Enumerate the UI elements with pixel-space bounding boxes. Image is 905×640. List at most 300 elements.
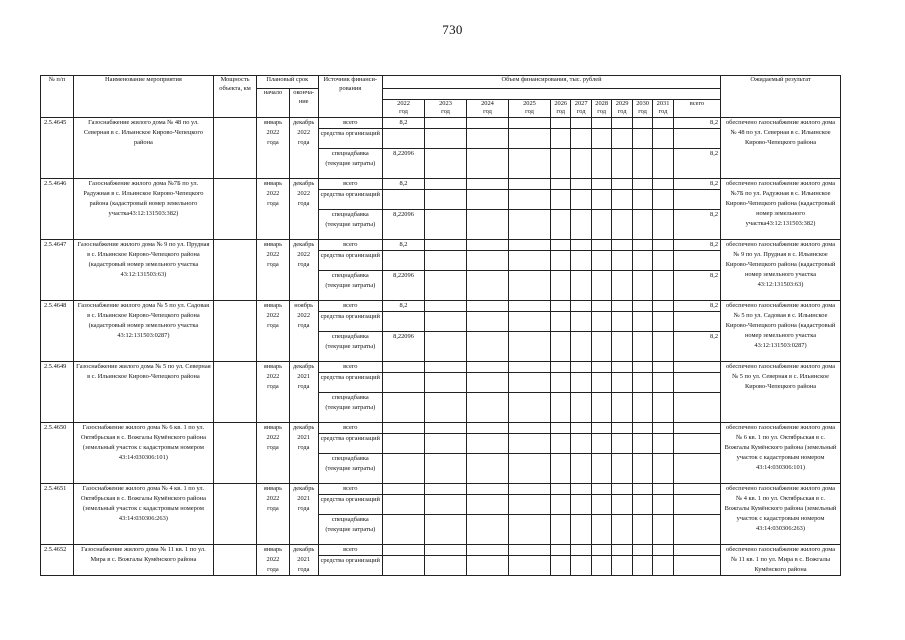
value-2029 xyxy=(612,434,632,454)
value-2030 xyxy=(632,362,652,373)
end-date: декабрь 2021 года xyxy=(289,362,318,423)
value-2026 xyxy=(550,393,570,423)
value-2022 xyxy=(383,362,425,373)
value-2027 xyxy=(571,271,591,301)
value-2029 xyxy=(612,179,632,190)
value-2030 xyxy=(632,190,652,210)
value-2029 xyxy=(612,149,632,179)
value-2025 xyxy=(508,484,550,495)
value-2030 xyxy=(632,210,652,240)
value-2031 xyxy=(653,179,673,190)
value-2027 xyxy=(571,129,591,149)
value-2025 xyxy=(508,495,550,515)
end-date: декабрь 2021 года xyxy=(289,545,318,576)
value-2030 xyxy=(632,556,652,576)
value-2030 xyxy=(632,373,652,393)
value-2029 xyxy=(612,423,632,434)
measure-name: Газоснабжение жилого дома №7Б по ул. Радужная в с. Ильинское Кирово-Чепецкого района (кадастровый номер земельного участка43:12:131503:382) xyxy=(73,179,213,240)
value-2027 xyxy=(571,149,591,179)
value-2025 xyxy=(508,393,550,423)
value-2030 xyxy=(632,515,652,545)
header-volume-spacer xyxy=(383,89,721,100)
value-2022 xyxy=(383,434,425,454)
value-2028 xyxy=(591,190,611,210)
value-2028 xyxy=(591,423,611,434)
value-2022 xyxy=(383,454,425,484)
header-year-2022: 2022 год xyxy=(383,100,425,118)
value-2023 xyxy=(425,179,467,190)
value-2027 xyxy=(571,251,591,271)
value-2026 xyxy=(550,423,570,434)
value-2025 xyxy=(508,515,550,545)
table-row xyxy=(41,484,841,495)
value-total: 8,2 xyxy=(673,301,720,312)
end-date: ноябрь 2022 года xyxy=(289,301,318,362)
value-2023 xyxy=(425,454,467,484)
value-2023 xyxy=(425,251,467,271)
value-2022: 8,2 xyxy=(383,118,425,129)
source-label: всего xyxy=(318,545,383,556)
value-2025 xyxy=(508,190,550,210)
value-2029 xyxy=(612,240,632,251)
value-2028 xyxy=(591,454,611,484)
source-label: средства организаций xyxy=(318,129,383,149)
value-total xyxy=(673,454,720,484)
value-2027 xyxy=(571,210,591,240)
expected-result: обеспечено газоснабжение жилого дома № 48 по ул. Северная в с. Ильинское Кирово-Чепецкого района xyxy=(721,118,841,179)
value-2029 xyxy=(612,495,632,515)
value-2025 xyxy=(508,373,550,393)
power-cell xyxy=(214,179,257,240)
value-2024 xyxy=(467,332,509,362)
value-2028 xyxy=(591,271,611,301)
expected-result: обеспечено газоснабжение жилого дома № 5 по ул. Северная в с. Ильинское Кирово-Чепецкого района xyxy=(721,362,841,423)
value-2023 xyxy=(425,545,467,556)
header-year-2031: 2031 год xyxy=(653,100,673,118)
source-label: всего xyxy=(318,484,383,495)
value-2031 xyxy=(653,210,673,240)
value-total: 8,2 xyxy=(673,179,720,190)
table-row xyxy=(41,301,841,312)
start-date: январь 2022 года xyxy=(257,301,290,362)
value-2030 xyxy=(632,240,652,251)
value-2026 xyxy=(550,515,570,545)
value-2027 xyxy=(571,393,591,423)
value-2024 xyxy=(467,423,509,434)
value-2025 xyxy=(508,179,550,190)
value-2031 xyxy=(653,118,673,129)
value-2031 xyxy=(653,129,673,149)
row-number: 2.5.4651 xyxy=(41,484,74,545)
header-year-2030: 2030 год xyxy=(632,100,652,118)
value-2027 xyxy=(571,301,591,312)
value-2027 xyxy=(571,484,591,495)
value-2031 xyxy=(653,423,673,434)
power-cell xyxy=(214,301,257,362)
header-year-2025: 2025 год xyxy=(508,100,550,118)
header-year-2026: 2026 год xyxy=(550,100,570,118)
value-2029 xyxy=(612,301,632,312)
source-label: спецнадбавка (текущие затраты) xyxy=(318,149,383,179)
value-2027 xyxy=(571,545,591,556)
value-2023 xyxy=(425,556,467,576)
source-label: средства организаций xyxy=(318,434,383,454)
value-total xyxy=(673,434,720,454)
value-2024 xyxy=(467,210,509,240)
power-cell xyxy=(214,423,257,484)
value-total xyxy=(673,393,720,423)
source-label: всего xyxy=(318,423,383,434)
value-2030 xyxy=(632,251,652,271)
value-2023 xyxy=(425,362,467,373)
row-number: 2.5.4647 xyxy=(41,240,74,301)
value-2027 xyxy=(571,454,591,484)
source-label: спецнадбавка (текущие затраты) xyxy=(318,332,383,362)
value-2022 xyxy=(383,515,425,545)
header-volume: Объем финансирования, тыс. рублей xyxy=(383,76,721,89)
value-2028 xyxy=(591,545,611,556)
value-2030 xyxy=(632,179,652,190)
value-2025 xyxy=(508,423,550,434)
value-2028 xyxy=(591,556,611,576)
value-2023 xyxy=(425,515,467,545)
value-2028 xyxy=(591,210,611,240)
table-row xyxy=(41,179,841,190)
value-2028 xyxy=(591,332,611,362)
value-2023 xyxy=(425,434,467,454)
power-cell xyxy=(214,484,257,545)
value-2027 xyxy=(571,515,591,545)
value-2023 xyxy=(425,332,467,362)
financing-table xyxy=(40,75,841,576)
value-2028 xyxy=(591,129,611,149)
value-2029 xyxy=(612,118,632,129)
expected-result: обеспечено газоснабжение жилого дома № 5 по ул. Садовая в с. Ильинское Кирово-Чепецкого района (кадастровый номер земельного участка 43:12:131503:0287) xyxy=(721,301,841,362)
value-2024 xyxy=(467,190,509,210)
value-2023 xyxy=(425,393,467,423)
start-date: январь 2022 года xyxy=(257,545,290,576)
value-2030 xyxy=(632,129,652,149)
value-2023 xyxy=(425,240,467,251)
value-2026 xyxy=(550,454,570,484)
value-2031 xyxy=(653,362,673,373)
value-2027 xyxy=(571,495,591,515)
header-name: Наименование мероприятия xyxy=(73,76,213,118)
value-2027 xyxy=(571,312,591,332)
value-2027 xyxy=(571,118,591,129)
value-2025 xyxy=(508,251,550,271)
value-2026 xyxy=(550,301,570,312)
value-2030 xyxy=(632,149,652,179)
value-total xyxy=(673,190,720,210)
page-number: 730 xyxy=(442,22,463,37)
value-2030 xyxy=(632,118,652,129)
value-2023 xyxy=(425,312,467,332)
value-2031 xyxy=(653,149,673,179)
value-2027 xyxy=(571,556,591,576)
value-2026 xyxy=(550,484,570,495)
value-2025 xyxy=(508,545,550,556)
value-2031 xyxy=(653,454,673,484)
value-2022 xyxy=(383,190,425,210)
value-2022 xyxy=(383,495,425,515)
value-total: 8,2 xyxy=(673,271,720,301)
source-label: всего xyxy=(318,179,383,190)
value-2023 xyxy=(425,149,467,179)
row-number: 2.5.4649 xyxy=(41,362,74,423)
measure-name: Газоснабжение жилого дома № 6 кв. 1 по ул. Октябрьская в с. Вожгалы Кумёнского района (земельный участок с кадастровым номером 43:14:030306:101) xyxy=(73,423,213,484)
value-2026 xyxy=(550,129,570,149)
row-number: 2.5.4646 xyxy=(41,179,74,240)
value-2026 xyxy=(550,434,570,454)
value-2029 xyxy=(612,271,632,301)
value-2028 xyxy=(591,393,611,423)
value-2023 xyxy=(425,129,467,149)
value-total xyxy=(673,129,720,149)
value-2031 xyxy=(653,251,673,271)
value-total xyxy=(673,495,720,515)
value-2026 xyxy=(550,190,570,210)
value-2029 xyxy=(612,332,632,362)
value-2029 xyxy=(612,545,632,556)
value-2024 xyxy=(467,373,509,393)
row-number: 2.5.4648 xyxy=(41,301,74,362)
value-2028 xyxy=(591,362,611,373)
header-end: оконча-ние xyxy=(289,89,318,118)
value-2022: 8,22096 xyxy=(383,210,425,240)
header-year-2028: 2028 год xyxy=(591,100,611,118)
value-2026 xyxy=(550,495,570,515)
table-row xyxy=(41,118,841,129)
value-2025 xyxy=(508,129,550,149)
value-2022 xyxy=(383,373,425,393)
value-2025 xyxy=(508,149,550,179)
value-2025 xyxy=(508,332,550,362)
value-2031 xyxy=(653,434,673,454)
value-total: 8,2 xyxy=(673,240,720,251)
value-2027 xyxy=(571,373,591,393)
value-2028 xyxy=(591,312,611,332)
value-2029 xyxy=(612,373,632,393)
value-2028 xyxy=(591,251,611,271)
value-2029 xyxy=(612,515,632,545)
value-2031 xyxy=(653,312,673,332)
value-2026 xyxy=(550,312,570,332)
power-cell xyxy=(214,545,257,576)
value-2030 xyxy=(632,545,652,556)
value-2027 xyxy=(571,240,591,251)
value-2024 xyxy=(467,454,509,484)
start-date: январь 2022 года xyxy=(257,179,290,240)
value-2025 xyxy=(508,301,550,312)
end-date: декабрь 2022 года xyxy=(289,179,318,240)
value-total: 8,2 xyxy=(673,210,720,240)
value-total: 8,2 xyxy=(673,332,720,362)
value-2031 xyxy=(653,271,673,301)
value-2027 xyxy=(571,190,591,210)
value-2024 xyxy=(467,495,509,515)
power-cell xyxy=(214,362,257,423)
value-2024 xyxy=(467,362,509,373)
measure-name: Газоснабжение жилого дома № 5 по ул. Северная в с. Ильинское Кирово-Чепецкого района xyxy=(73,362,213,423)
value-2023 xyxy=(425,495,467,515)
value-2028 xyxy=(591,240,611,251)
value-2024 xyxy=(467,118,509,129)
value-2022 xyxy=(383,312,425,332)
source-label: спецнадбавка (текущие затраты) xyxy=(318,454,383,484)
source-label: средства организаций xyxy=(318,251,383,271)
source-label: средства организаций xyxy=(318,312,383,332)
value-2026 xyxy=(550,373,570,393)
value-2023 xyxy=(425,484,467,495)
header-year-2027: 2027 год xyxy=(571,100,591,118)
measure-name: Газоснабжение жилого дома № 48 по ул. Северная в с. Ильинское Кирово-Чепецкого района xyxy=(73,118,213,179)
row-number: 2.5.4652 xyxy=(41,545,74,576)
source-label: всего xyxy=(318,240,383,251)
end-date: декабрь 2022 года xyxy=(289,118,318,179)
value-total xyxy=(673,545,720,556)
value-2025 xyxy=(508,312,550,332)
source-label: всего xyxy=(318,362,383,373)
header-year-2024: 2024 год xyxy=(467,100,509,118)
start-date: январь 2022 года xyxy=(257,484,290,545)
value-2023 xyxy=(425,301,467,312)
value-2024 xyxy=(467,545,509,556)
source-label: средства организаций xyxy=(318,556,383,576)
value-2031 xyxy=(653,495,673,515)
header-power: Мощность объекта, км xyxy=(214,76,257,118)
header-source: Источник финанси-рования xyxy=(318,76,383,118)
value-2029 xyxy=(612,484,632,495)
value-2025 xyxy=(508,556,550,576)
value-2025 xyxy=(508,118,550,129)
value-2030 xyxy=(632,454,652,484)
value-2023 xyxy=(425,118,467,129)
value-2023 xyxy=(425,271,467,301)
header-plan: Плановый срок xyxy=(257,76,318,89)
source-label: спецнадбавка (текущие затраты) xyxy=(318,393,383,423)
value-2029 xyxy=(612,393,632,423)
end-date: декабрь 2021 года xyxy=(289,423,318,484)
value-2031 xyxy=(653,373,673,393)
header-year-2029: 2029 год xyxy=(612,100,632,118)
end-date: декабрь 2021 года xyxy=(289,484,318,545)
value-2026 xyxy=(550,556,570,576)
power-cell xyxy=(214,118,257,179)
value-2027 xyxy=(571,332,591,362)
value-2026 xyxy=(550,118,570,129)
value-2026 xyxy=(550,332,570,362)
value-total xyxy=(673,556,720,576)
value-2025 xyxy=(508,240,550,251)
value-2031 xyxy=(653,556,673,576)
value-2023 xyxy=(425,190,467,210)
source-label: всего xyxy=(318,118,383,129)
value-2030 xyxy=(632,434,652,454)
value-2026 xyxy=(550,240,570,251)
value-total xyxy=(673,312,720,332)
expected-result: обеспечено газоснабжение жилого дома № 11 кв. 1 по ул. Мира в с. Вожгалы Кумёнского района xyxy=(721,545,841,576)
header-year-2023: 2023 год xyxy=(425,100,467,118)
expected-result: обеспечено газоснабжение жилого дома №7Б по ул. Радужная в с. Ильинское Кирово-Чепецкого района (кадастровый номер земельного участка43:12:131503:382) xyxy=(721,179,841,240)
start-date: январь 2022 года xyxy=(257,118,290,179)
value-2024 xyxy=(467,393,509,423)
source-label: средства организаций xyxy=(318,190,383,210)
row-number: 2.5.4645 xyxy=(41,118,74,179)
value-2025 xyxy=(508,434,550,454)
source-label: спецнадбавка (текущие затраты) xyxy=(318,271,383,301)
source-label: спецнадбавка (текущие затраты) xyxy=(318,515,383,545)
value-2025 xyxy=(508,454,550,484)
value-total xyxy=(673,484,720,495)
start-date: январь 2022 года xyxy=(257,362,290,423)
value-2028 xyxy=(591,373,611,393)
value-2022: 8,22096 xyxy=(383,271,425,301)
value-2028 xyxy=(591,149,611,179)
value-2030 xyxy=(632,332,652,362)
value-2022 xyxy=(383,129,425,149)
value-2027 xyxy=(571,434,591,454)
value-2024 xyxy=(467,556,509,576)
measure-name: Газоснабжение жилого дома № 4 кв. 1 по ул. Октябрьская в с. Вожгалы Кумёнского района (земельный участок с кадастровым номером 43:14:030306:263) xyxy=(73,484,213,545)
value-2030 xyxy=(632,312,652,332)
value-2023 xyxy=(425,373,467,393)
value-2029 xyxy=(612,210,632,240)
value-total: 8,2 xyxy=(673,118,720,129)
value-2027 xyxy=(571,362,591,373)
value-2030 xyxy=(632,271,652,301)
value-2022: 8,2 xyxy=(383,240,425,251)
value-2027 xyxy=(571,423,591,434)
value-2022: 8,2 xyxy=(383,179,425,190)
value-2022 xyxy=(383,251,425,271)
source-label: средства организаций xyxy=(318,373,383,393)
value-total xyxy=(673,423,720,434)
value-2024 xyxy=(467,179,509,190)
measure-name: Газоснабжение жилого дома № 5 по ул. Садовая в с. Ильинское Кирово-Чепецкого района (кадастровый номер земельного участка 43:12:131503:0287) xyxy=(73,301,213,362)
value-2026 xyxy=(550,251,570,271)
value-2024 xyxy=(467,515,509,545)
value-2027 xyxy=(571,179,591,190)
value-2024 xyxy=(467,484,509,495)
value-2022: 8,22096 xyxy=(383,149,425,179)
row-number: 2.5.4650 xyxy=(41,423,74,484)
value-2031 xyxy=(653,190,673,210)
value-2024 xyxy=(467,129,509,149)
measure-name: Газоснабжение жилого дома № 11 кв. 1 по ул. Мира в с. Вожгалы Кумёнского района xyxy=(73,545,213,576)
value-2026 xyxy=(550,210,570,240)
source-label: всего xyxy=(318,301,383,312)
table-row xyxy=(41,240,841,251)
header-num: № п/п xyxy=(41,76,74,118)
value-2024 xyxy=(467,149,509,179)
value-2024 xyxy=(467,251,509,271)
header-result: Ожидаемый результат xyxy=(721,76,841,118)
value-2023 xyxy=(425,210,467,240)
value-2031 xyxy=(653,332,673,362)
table-row xyxy=(41,362,841,373)
value-2025 xyxy=(508,271,550,301)
value-2024 xyxy=(467,240,509,251)
value-2022 xyxy=(383,545,425,556)
table-row xyxy=(41,423,841,434)
value-2022: 8,22096 xyxy=(383,332,425,362)
value-2028 xyxy=(591,434,611,454)
value-2022: 8,2 xyxy=(383,301,425,312)
value-2025 xyxy=(508,210,550,240)
source-label: спецнадбавка (текущие затраты) xyxy=(318,210,383,240)
value-2022 xyxy=(383,556,425,576)
